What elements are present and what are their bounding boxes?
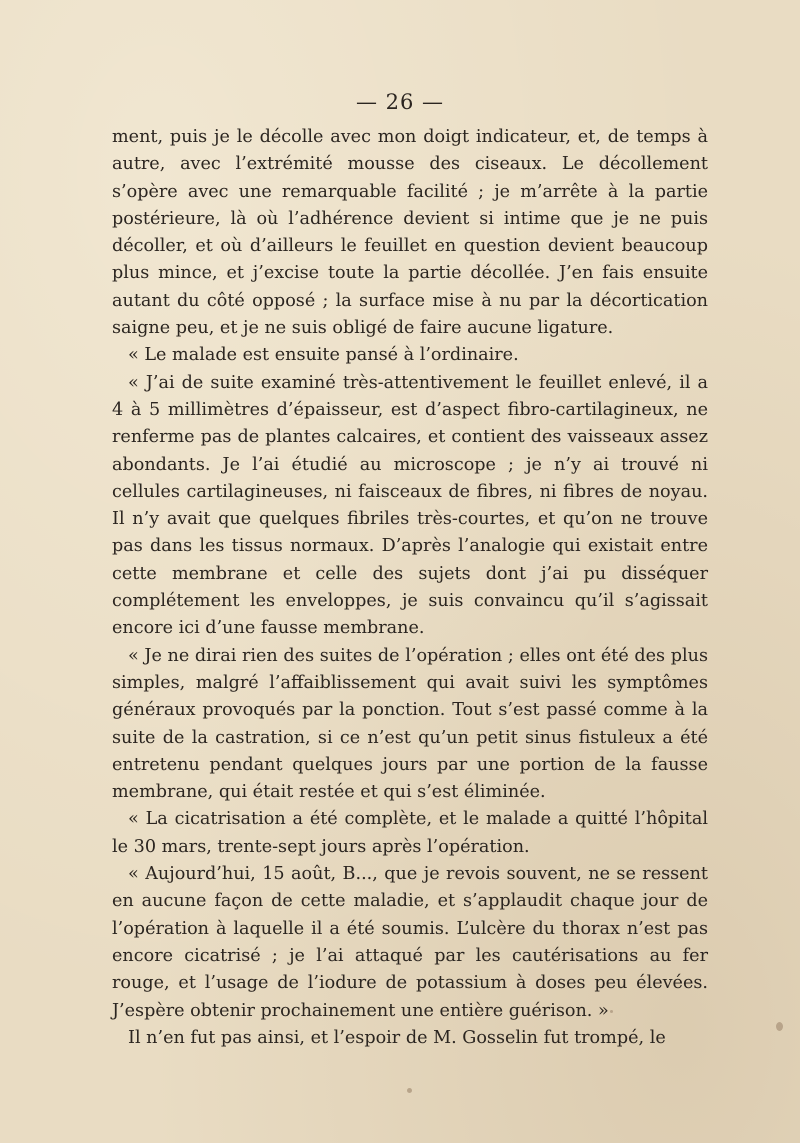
paragraph: « Aujourd’hui, 15 août, B..., que je revois souvent, ne se ressent en aucune façon de cette maladie, et s’applaudit chaque jour de l’opération à laquelle il a été soumis. L’ulcère du thorax n’est pas encore cicatrisé ; je l’ai attaqué par les cautérisations au fer rouge, et l’usage de l’iodure de potassium à doses peu élevées. J’espère obtenir prochainement une entière guérison. » [112,864,708,1021]
paragraph: « Le malade est ensuite pansé à l’ordinaire. [128,345,519,366]
paper-speck [407,1088,412,1093]
body-text [112,124,708,1052]
paragraph: « Je ne dirai rien des suites de l’opération ; elles ont été des plus simples, malgré l’affaiblissement qui avait suivi les symptômes généraux provoqués par la ponction. Tout s’est passé comme à la suite de la castration, si ce n’est qu’un petit sinus fistuleux a été entretenu pendant quelques jours par une portion de la fausse membrane, qui était restée et qui s’est éliminée. [112,645,708,803]
paragraph: « La cicatrisation a été complète, et le malade a quitté l’hôpital le 30 mars, trente-sept jours après l’opération. [112,809,708,857]
paper-speck [776,1022,783,1031]
paragraph: Il n’en fut pas ainsi, et l’espoir de M. Gosselin fut trompé, le [128,1027,666,1048]
page-number: — 26 — [355,90,445,114]
paragraph: ment, puis je le décolle avec mon doigt indicateur, et, de temps à autre, avec l’extrémité mousse des ciseaux. Le décollement s’opère avec une remarquable facilité ; je m’arrête à la partie postérieure, là où l’adhérence devient si intime que je ne puis décoller, et où d’ailleurs le feuillet en question devient beaucoup plus mince, et j’excise toute la partie décollée. J’en fais ensuite autant du côté opposé ; la surface mise à nu par la décortication saigne peu, et je ne suis obligé de faire aucune ligature. [112,127,708,339]
paragraph: « J’ai de suite examiné très-attentivement le feuillet enlevé, il a 4 à 5 millimètres d’épaisseur, est d’aspect fibro-cartilagineux, ne renferme pas de plantes calcaires, et contient des vaisseaux assez abondants. Je l’ai étudié au microscope ; je n’y ai trouvé ni cellules cartilagineuses, ni faisceaux de fibres, ni fibres de noyau. Il n’y avait que quelques fibriles très-courtes, et qu’on ne trouve pas dans les tissus normaux. D’après l’analogie qui existait entre cette membrane et celle des sujets dont j’ai pu disséquer complétement les enveloppes, je suis convaincu qu’il s’agissait encore ici d’une fausse membrane. [112,372,708,639]
paper-speck [610,1010,613,1013]
